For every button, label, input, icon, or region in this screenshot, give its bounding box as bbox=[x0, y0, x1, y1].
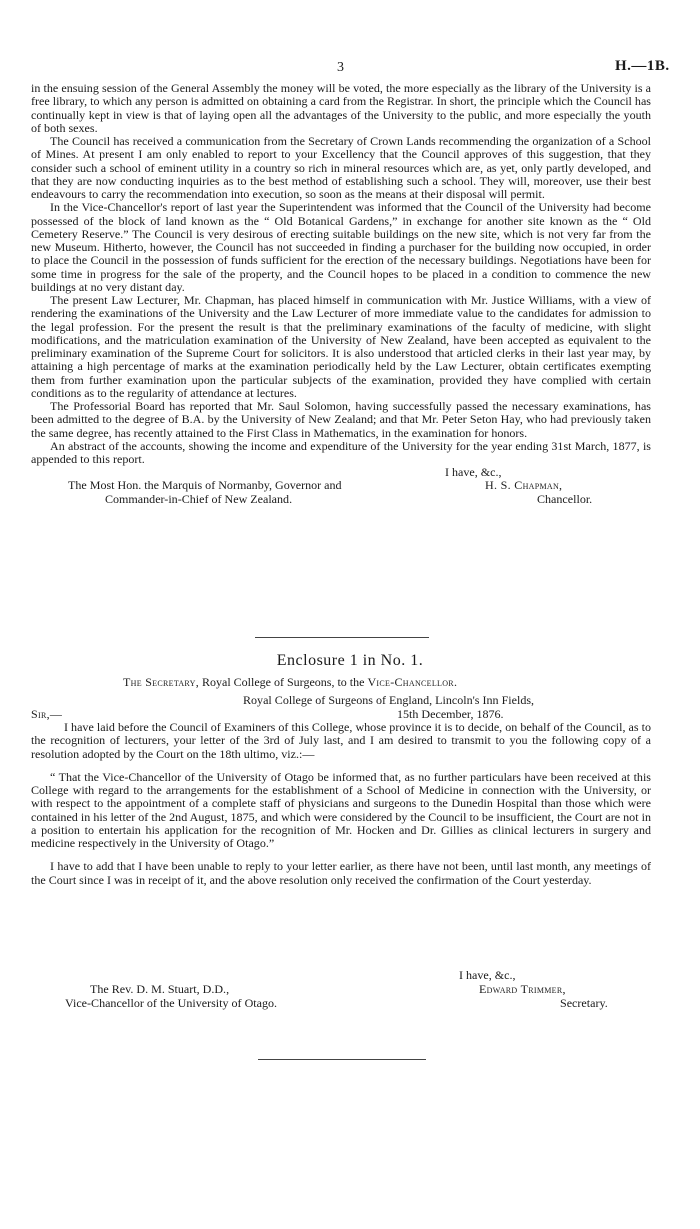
section-divider bbox=[258, 1059, 426, 1060]
letter-paragraph: I have laid before the Council of Examiners of this College, whose province it is to decide, on behalf of the Council, as to the recognition of lecturers, your letter of the 3rd of July last, and I am desired to transmit to you the following copy of a resolution adopted by the Court on the 18th ultimo, viz.:— bbox=[31, 720, 651, 761]
paragraph: The Council has received a communication from the Secretary of Crown Lands recommending the organization of a School of Mines. At present I am only enabled to report to your Excellency that the Council approves of this suggestion, that they consider such a school of eminent utility in a country so rich in mineral resources which are, as yet, only partly developed, and that they are now conducting inquiries as to the best method of establishing such a school. They will, moreover, use their best endeavours to carry the recommendation into execution, so soon as the means at their disposal will permit. bbox=[31, 134, 651, 201]
page-number: 3 bbox=[337, 60, 344, 75]
letter-paragraph: I have to add that I have been unable to reply to your letter earlier, as there have not been, until last month, any meetings of the Court since I was in receipt of it, and the above resolution only received the confirmation of the Court yesterday. bbox=[31, 859, 651, 887]
enclosure-title: Enclosure 1 in No. 1. bbox=[276, 652, 424, 669]
paragraph: In the Vice-Chancellor's report of last year the Superintendent was informed that the Council of the University had become possessed of the block of land known as the “ Old Botanical Gardens,” in exchange for another site known as the “ Old Cemetery Reserve.” The Council is very desirous of erecting suitable buildings on the new site, which is not very far from the new Museum. Hitherto, however, the Council has not succeeded in finding a purchaser for the building now occupied, in order to place the Council in the possession of funds sufficient for the erection of the necessary buildings. Negotiations have been for some time in progress for the sale of the property, and the Council hopes to be placed in a condition to commence the new buildings at no very distant day. bbox=[31, 200, 651, 294]
paragraph: The present Law Lecturer, Mr. Chapman, has placed himself in communication with Mr. Justice Williams, with a view of rendering the examinations of the University and the Law Lecturer of more immediate value to the candidates for admission to the legal profession. For the present the result is that the preliminary examinations of the faculty of medicine, with slight modifications, and the matriculation examination of the University of New Zealand, have been accepted as equivalent to the preliminary examination of the Supreme Court for solicitors. It is also understood that articled clerks in their last year may, by attaining a high percentage of marks at the examination periodically held by the Law Lecturer, obtain certificates exempting them from further examination upon the particular subjects of the examination, provided they have complied with certain conditions as to the regularity of attendance at lectures. bbox=[31, 293, 651, 400]
signer-name: Edward Trimmer, bbox=[479, 982, 566, 996]
addressee-line: Vice-Chancellor of the University of Otago. bbox=[65, 996, 278, 1010]
closing: I have, &c., bbox=[459, 968, 516, 982]
letter-signoff bbox=[0, 968, 700, 1018]
signer-title: Chancellor. bbox=[537, 492, 593, 507]
section-divider bbox=[255, 637, 429, 638]
paragraph: The Professorial Board has reported that Mr. Saul Solomon, having successfully passed the necessary examinations, has been admitted to the degree of B.A. by the University of New Zealand; and that Mr. Peter Seton Hay, who had previously taken the same degree, has recently attained to the First Class in Mathematics, in the examination for honors. bbox=[31, 399, 651, 440]
letter-address: Royal College of Surgeons of England, Lincoln's Inn Fields, bbox=[243, 693, 535, 707]
addressee-line: The Most Hon. the Marquis of Normanby, Governor and bbox=[68, 478, 342, 493]
signer-name: H. S. Chapman, bbox=[485, 478, 563, 493]
paragraph: in the ensuing session of the General Assembly the money will be voted, the more especially as the library of the University is a free library, to which any person is admitted on obtaining a card from the Registrar. In short, the principle which the Council has continually kept in view is that of laying open all the advantages of the University to the public, and more especially the youth of both sexes. bbox=[31, 81, 651, 135]
report-reference: H.—1B. bbox=[615, 58, 670, 74]
enclosure-subtitle bbox=[123, 675, 457, 690]
signer-title: Secretary. bbox=[560, 996, 608, 1010]
closing: I have, &c., bbox=[445, 465, 502, 480]
letter-paragraph: “ That the Vice-Chancellor of the University of Otago be informed that, as no further particulars have been received at this College with regard to the arrangements for the establishment of a School of Medicine in connection with the University, or with respect to the appointment of a complete staff of physicians and surgeons to the Dunedin Hospital than those which were contained in his letter of the 2nd August, 1875, and which were considered by the Council to be insufficient, the Court are not in a position to entertain his application for the recognition of Mr. Hocken and Dr. Gillies as clinical lecturers in surgery and medicine respectively in the University of Otago.” bbox=[31, 769, 651, 850]
salutation: Sir,— bbox=[31, 707, 63, 721]
report-signoff bbox=[31, 466, 651, 520]
sender-title: The Secretary, bbox=[123, 675, 200, 689]
subtitle-text: Royal College of Surgeons, to the bbox=[202, 675, 365, 689]
addressee-line: The Rev. D. M. Stuart, D.D., bbox=[90, 982, 230, 996]
letter-body bbox=[31, 721, 651, 887]
paragraph: An abstract of the accounts, showing the income and expenditure of the University for the year ending 31st March, 1877, is appended to this report. bbox=[31, 438, 651, 466]
letter-date: 15th December, 1876. bbox=[397, 707, 504, 721]
report-body bbox=[31, 82, 651, 520]
recipient-title: Vice-Chancellor. bbox=[367, 675, 458, 689]
addressee-line: Commander-in-Chief of New Zealand. bbox=[105, 492, 293, 507]
